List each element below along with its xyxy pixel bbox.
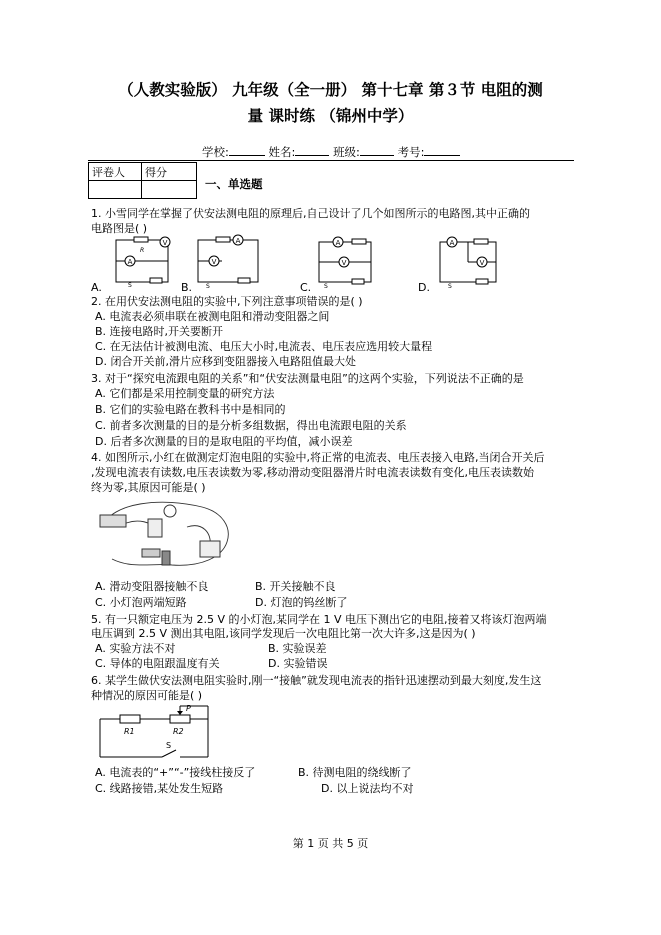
svg-text:A: A: [127, 258, 133, 266]
q6-stem-line1: 6. 某学生做伏安法测电阻实验时,刚一“接触”就发现电流表的指针迅速摆动到最大刻度,发生这: [91, 674, 542, 687]
exam-no-label: 考号:: [397, 145, 425, 159]
switch-label: S: [448, 283, 452, 289]
q2-stem: 2. 在用伏安法测电阻的实验中,下列注意事项错误的是( ): [91, 295, 363, 308]
q6-circuit-figure: [96, 703, 214, 763]
resistor-symbol: [134, 237, 148, 242]
switch-device: [142, 549, 160, 557]
q5-option-d[interactable]: D. 实验错误: [268, 657, 328, 670]
ammeter-symbol: [333, 237, 343, 247]
score-table: [88, 162, 197, 199]
q2-option-a[interactable]: A. 电流表必须串联在被测电阻和滑动变阻器之间: [95, 310, 330, 323]
ammeter-symbol: [125, 256, 135, 266]
svg-text:A: A: [449, 239, 455, 247]
q6-option-b[interactable]: B. 待测电阻的绕线断了: [298, 766, 412, 779]
r2-label: R2: [173, 727, 184, 736]
q4-stem-line1: 4. 如图所示,小红在做测定灯泡电阻的实验中,将正常的电流表、电压表接入电路,当闭合开关后: [91, 451, 545, 464]
q3-stem: 3. 对于“探究电流跟电阻的关系”和“伏安法测量电阻”的这两个实验，下列说法不正确的是: [91, 372, 524, 385]
q1-stem-line1: 1. 小雪同学在掌握了伏安法测电阻的原理后,自己设计了几个如图所示的电路图,其中正确的: [91, 207, 530, 220]
q4-option-c[interactable]: C. 小灯泡两端短路: [95, 596, 187, 609]
q3-option-c[interactable]: C. 前者多次测量的目的是分析多组数据，得出电流跟电阻的关系: [95, 419, 407, 432]
class-label: 班级:: [333, 145, 360, 159]
header-divider: [88, 160, 574, 161]
school-label: 学校:: [202, 145, 229, 159]
battery-device: [162, 551, 170, 565]
q1-option-a[interactable]: A.: [91, 281, 102, 294]
q5-stem-line1: 5. 有一只额定电压为 2.5 V 的小灯泡,某同学在 1 V 电压下测出它的电阻,接着又将该灯泡两端: [91, 613, 547, 626]
svg-text:V: V: [341, 259, 347, 267]
q1-circuit-a: [112, 234, 172, 289]
q4-option-d[interactable]: D. 灯泡的钨丝断了: [255, 596, 348, 609]
q4-stem-line2: ,发现电流表有读数,电压表读数为零,移动滑动变阻器滑片时电流表读数有变化,电压表读数始: [91, 466, 534, 479]
q4-stem-line3: 终为零,其原因可能是( ): [91, 481, 206, 494]
page-number: 第 1 页 共 5 页: [292, 837, 369, 850]
exam-no-blank[interactable]: [424, 145, 460, 156]
q1-option-d[interactable]: D.: [418, 281, 430, 294]
section-title: 一、单选题: [205, 177, 263, 191]
q4-option-a[interactable]: A. 滑动变阻器接触不良: [95, 580, 209, 593]
name-blank[interactable]: [295, 145, 329, 156]
q5-option-a[interactable]: A. 实验方法不对: [95, 642, 176, 655]
school-blank[interactable]: [229, 145, 265, 156]
q1-circuit-c: [314, 236, 376, 289]
rheostat-device: [100, 515, 126, 527]
rheostat-symbol: [352, 279, 364, 284]
page-title-line1: （人教实验版） 九年级（全一册） 第十七章 第３节 电阻的测: [118, 80, 543, 99]
q2-option-d[interactable]: D. 闭合开关前,滑片应移到变阻器接入电路阻值最大处: [95, 355, 356, 368]
q2-option-c[interactable]: C. 在无法估计被测电流、电压大小时,电流表、电压表应选用较大量程: [95, 340, 433, 353]
q1-circuit-b: [192, 234, 264, 289]
voltmeter-device: [200, 541, 220, 557]
r1-label: R1: [124, 727, 135, 736]
switch-label: S: [128, 282, 132, 289]
switch-label: S: [324, 283, 328, 289]
ammeter-device: [148, 519, 162, 537]
bulb-device: [164, 505, 176, 517]
q1-circuit-d: [434, 236, 502, 289]
q6-option-d[interactable]: D. 以上说法均不对: [321, 782, 414, 795]
svg-text:A: A: [335, 239, 341, 247]
q5-option-b[interactable]: B. 实验误差: [268, 642, 327, 655]
student-info-line: [202, 144, 460, 160]
svg-text:V: V: [479, 259, 485, 267]
q1-stem-line2: 电路图是( ): [91, 222, 148, 235]
switch-label: S: [166, 741, 172, 750]
q6-option-c[interactable]: C. 线路接错,某处发生短路: [95, 782, 224, 795]
grader-header: 评卷人: [89, 163, 142, 181]
page-title-line2: 量 课时练 （锦州中学）: [247, 106, 414, 125]
class-blank[interactable]: [360, 145, 394, 156]
svg-text:V: V: [162, 239, 168, 247]
q6-stem-line2: 种情况的原因可能是( ): [91, 689, 203, 702]
slider-label: P: [186, 704, 191, 713]
resistor-label: R: [140, 247, 145, 254]
ammeter-symbol: [233, 235, 243, 245]
rheostat-symbol: [476, 279, 488, 284]
svg-text:V: V: [211, 258, 217, 266]
q4-option-b[interactable]: B. 开关接触不良: [255, 580, 336, 593]
q3-option-b[interactable]: B. 它们的实验电路在教科书中是相同的: [95, 403, 286, 416]
q4-apparatus-figure: [92, 497, 237, 573]
voltmeter-symbol: [160, 237, 170, 247]
q2-option-b[interactable]: B. 连接电路时,开关要断开: [95, 325, 224, 338]
voltmeter-symbol: [339, 257, 349, 267]
ammeter-symbol: [447, 237, 457, 247]
score-cell[interactable]: [142, 181, 197, 199]
voltmeter-symbol: [209, 256, 219, 266]
q1-option-c[interactable]: C.: [300, 281, 312, 294]
resistor-symbol: [474, 239, 488, 244]
q1-option-b[interactable]: B.: [181, 281, 193, 294]
r2-rheostat-symbol: [170, 715, 190, 723]
score-header: 得分: [142, 163, 197, 181]
q6-option-a[interactable]: A. 电流表的“+”“-”接线柱接反了: [95, 766, 256, 779]
svg-text:A: A: [235, 237, 241, 245]
switch-label: S: [206, 283, 210, 289]
r1-resistor-symbol: [120, 715, 140, 723]
resistor-symbol: [352, 239, 366, 244]
rheostat-symbol: [150, 278, 162, 283]
grader-cell[interactable]: [89, 181, 142, 199]
q3-option-a[interactable]: A. 它们都是采用控制变量的研究方法: [95, 387, 275, 400]
resistor-symbol: [216, 237, 230, 242]
name-label: 姓名:: [268, 145, 296, 159]
rheostat-symbol: [238, 278, 250, 283]
q5-stem-line2: 电压调到 2.5 V 测出其电阻,该同学发现后一次电阻比第一次大许多,这是因为( ): [91, 627, 476, 640]
voltmeter-symbol: [477, 257, 487, 267]
q5-option-c[interactable]: C. 导体的电阻跟温度有关: [95, 657, 220, 670]
q3-option-d[interactable]: D. 后者多次测量的目的是取电阻的平均值，减小误差: [95, 435, 353, 448]
